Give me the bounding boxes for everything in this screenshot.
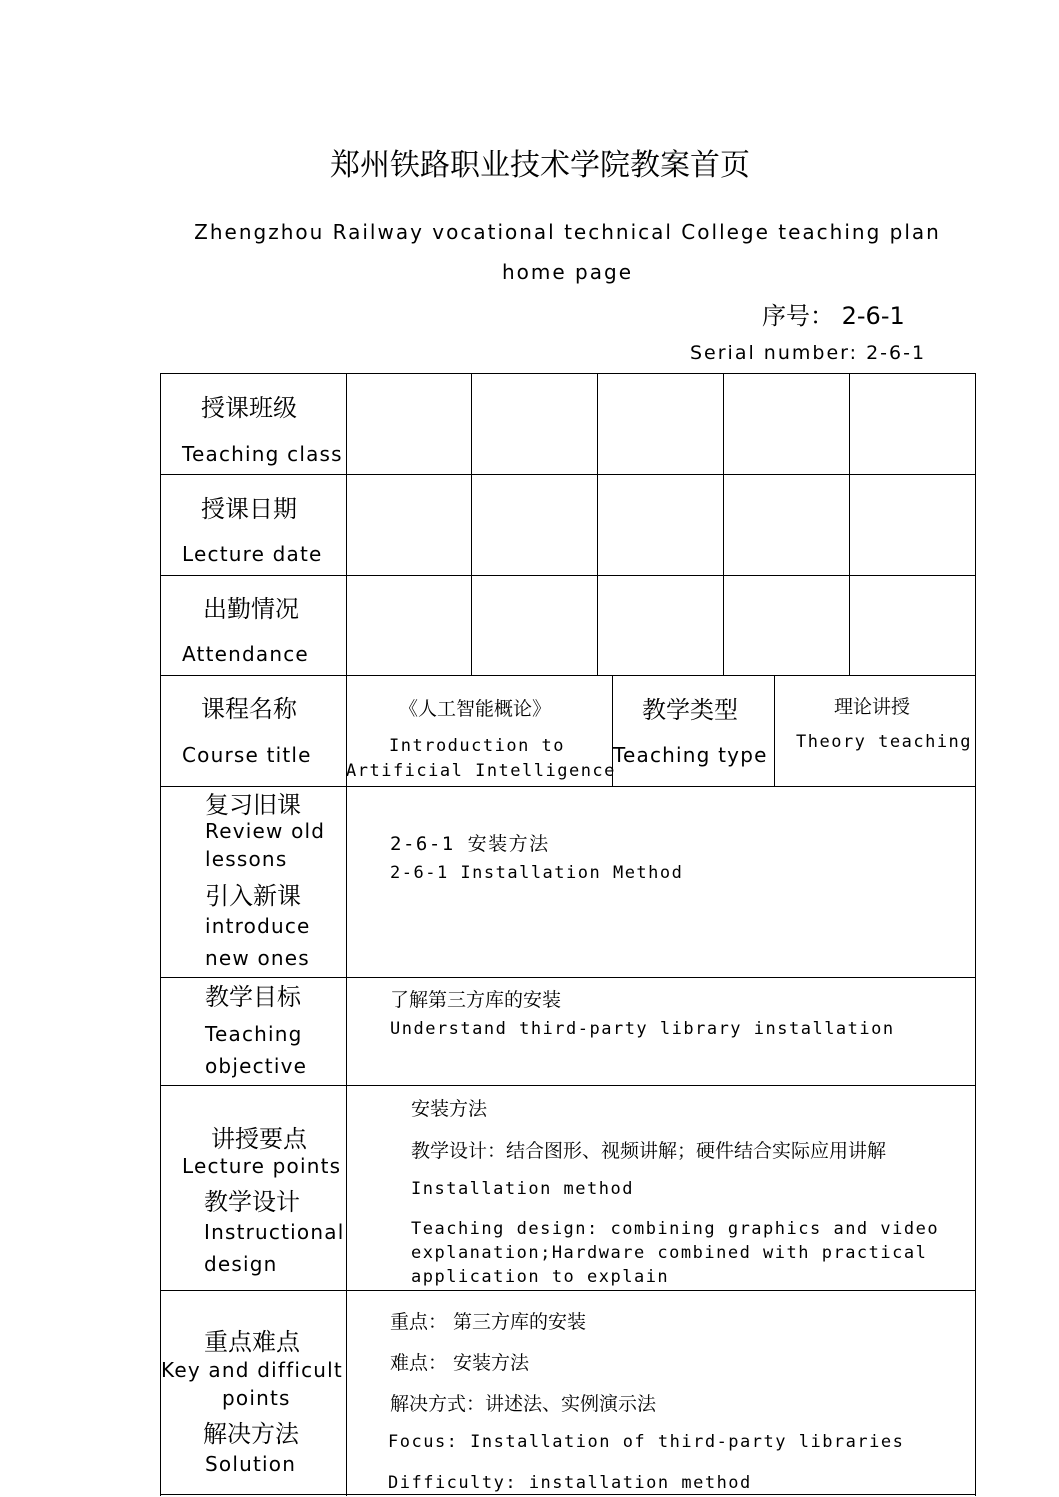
objective-content-cn: 了解第三方库的安装 [390,989,562,1011]
grid-column-divider [849,374,850,675]
solution-label-cn: 解决方法 [203,1420,299,1448]
review-content-en: 2-6-1 Installation Method [390,863,684,883]
lecture-points-label-en: Lecture points [182,1154,342,1178]
objective-label-en-1: Teaching [205,1022,303,1046]
lesson-plan-table [160,373,976,1496]
grid-column-divider [471,374,472,675]
course-row-divider [774,675,775,786]
lecture-points-line-4: Teaching design: combining graphics and video [411,1219,940,1239]
page-title-english: Zhengzhou Railway vocational technical College teaching plan home page [194,220,941,284]
attendance-label-en: Attendance [182,642,309,666]
key-points-label-en-1: Key and difficult [161,1358,343,1382]
row-divider [161,1085,976,1086]
review-label-en-2: lessons [205,847,288,871]
key-points-line-3: 解决方式：讲述法、实例演示法 [390,1393,657,1415]
page-title: 郑州铁路职业技术学院教案首页 [330,148,750,183]
attendance-label-cn: 出勤情况 [203,595,299,623]
table-right-border [975,374,976,1496]
introduce-label-cn: 引入新课 [205,882,301,910]
serial-number-en: Serial number: 2-6-1 [690,342,927,364]
teaching-type-value-en: Theory teaching [796,732,973,752]
instructional-design-label-en-1: Instructional [204,1220,345,1244]
lecture-date-label-cn: 授课日期 [201,495,297,523]
row-divider [161,675,976,676]
row-divider [161,1290,976,1291]
row-divider [161,575,976,576]
key-points-line-1: 重点： 第三方库的安装 [390,1311,587,1333]
introduce-label-en-2: new ones [205,946,310,970]
review-label-en-1: Review old [205,819,326,843]
key-points-line-5: Difficulty: installation method [388,1473,752,1493]
objective-label-en-2: objective [205,1054,308,1078]
lecture-points-line-2: 教学设计：结合图形、视频讲解；硬件结合实际应用讲解 [411,1140,887,1162]
teaching-type-label-cn: 教学类型 [642,696,738,724]
key-points-label-cn: 重点难点 [204,1328,300,1356]
course-title-label-cn: 课程名称 [201,695,297,723]
lecture-points-line-6: application to explain [411,1267,670,1287]
instructional-design-label-cn: 教学设计 [204,1188,300,1216]
teaching-class-label-en: Teaching class [182,442,343,466]
review-content-cn: 2-6-1 安装方法 [390,833,550,855]
lecture-points-label-cn: 讲授要点 [211,1125,307,1153]
course-title-value-en-2: Artificial Intelligence [346,761,616,781]
key-points-line-2: 难点： 安装方法 [390,1352,530,1374]
solution-label-en: Solution [205,1452,297,1476]
lecture-points-line-5: explanation;Hardware combined with practical [411,1243,928,1263]
teaching-type-label-en: Teaching type [613,743,768,767]
lecture-points-line-1: 安装方法 [411,1098,488,1120]
teaching-class-label-cn: 授课班级 [201,394,297,422]
key-points-line-4: Focus: Installation of third-party libraries [388,1432,905,1452]
course-title-value-en-1: Introduction to [389,736,566,756]
objective-content-en: Understand third-party library installation [390,1019,895,1039]
course-title-label-en: Course title [182,743,312,767]
instructional-design-label-en-2: design [204,1252,278,1276]
review-label-cn: 复习旧课 [205,791,301,819]
introduce-label-en-1: introduce [205,914,311,938]
objective-label-cn: 教学目标 [205,983,301,1011]
grid-column-divider [597,374,598,675]
key-points-label-en-2: points [222,1386,291,1410]
label-column-divider [346,374,347,1496]
course-title-value-cn: 《人工智能概论》 [399,698,552,720]
row-divider [161,1494,976,1495]
lecture-points-line-3: Installation method [411,1179,634,1199]
serial-number-cn: 序号： 2-6-1 [762,302,905,330]
grid-column-divider [723,374,724,675]
teaching-type-value-cn: 理论讲授 [834,696,911,718]
row-divider [161,474,976,475]
lecture-date-label-en: Lecture date [182,542,323,566]
